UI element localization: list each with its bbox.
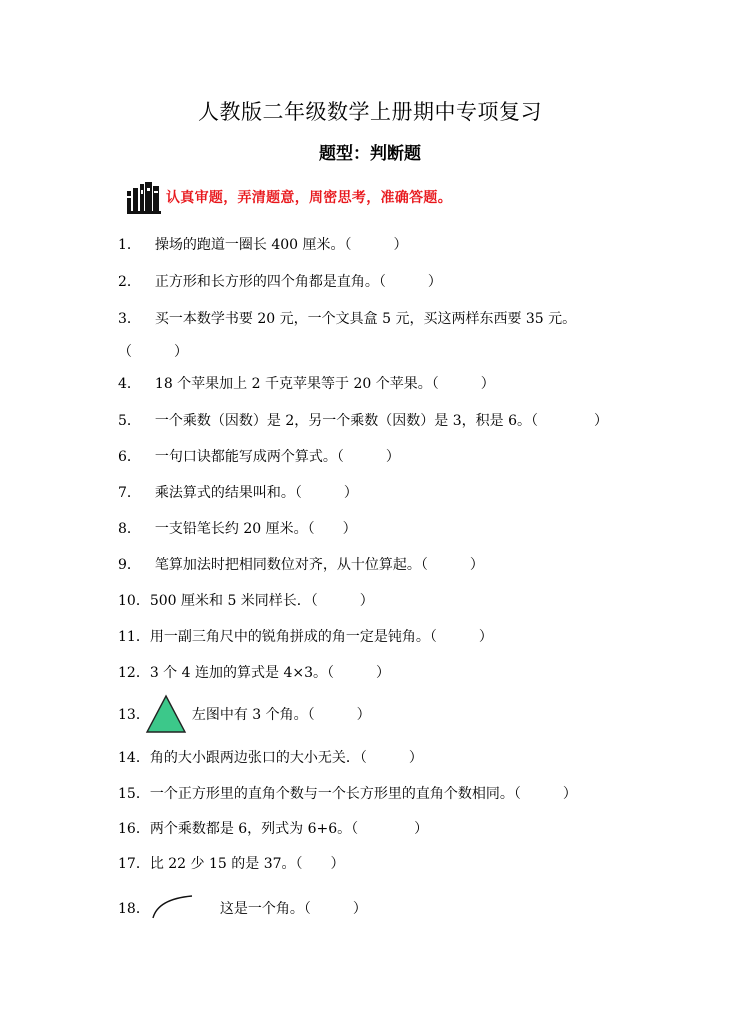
tip-banner [127, 180, 452, 214]
question-5 [118, 411, 608, 431]
question-text: 一个正方形里的直角个数与一个长方形里的直角个数相同。（ ） [149, 786, 577, 802]
question-9 [118, 555, 484, 575]
question-number: 18． [118, 901, 150, 917]
question-text: 500 厘米和 5 米同样长．（ ） [149, 593, 374, 609]
question-number: 2． [118, 274, 141, 290]
question-number: 14． [118, 750, 150, 766]
question-number: 6． [118, 449, 141, 465]
question-2 [118, 272, 442, 292]
question-text: 左图中有 3 个角。（ ） [191, 707, 371, 723]
page-subtitle: 题型：判断题 [319, 144, 421, 164]
question-text: 用一副三角尺中的锐角拼成的角一定是钝角。（ ） [149, 629, 493, 645]
question-text: 3 个 4 连加的算式是 4×3。（ ） [149, 665, 390, 681]
question-text: 乘法算式的结果叫和。（ ） [154, 485, 358, 501]
question-11 [118, 627, 493, 647]
question-8 [118, 519, 357, 539]
question-10 [118, 591, 374, 611]
triangle-figure [145, 694, 187, 734]
question-number: 9． [118, 557, 141, 573]
question-6 [118, 447, 400, 467]
question-text: 买一本数学书要 20 元，一个文具盒 5 元，买这两样东西要 35 元。 [154, 311, 577, 327]
question-text: 两个乘数都是 6，列式为 6+6。（ ） [149, 821, 429, 837]
books-icon [127, 180, 161, 214]
question-4 [118, 374, 495, 394]
question-14 [118, 748, 423, 768]
question-16 [118, 819, 428, 839]
question-number: 16． [118, 821, 150, 837]
question-12 [118, 663, 390, 683]
question-text: 一句口诀都能写成两个算式。（ ） [154, 449, 400, 465]
question-number: 10． [118, 593, 150, 609]
curved-angle-figure [150, 893, 196, 919]
question-text: 操场的跑道一圈长 400 厘米。（ ） [154, 237, 408, 253]
question-3 [118, 309, 576, 329]
question-text: 笔算加法时把相同数位对齐，从十位算起。（ ） [154, 557, 484, 573]
question-number: 4． [118, 376, 141, 392]
question-number: 3． [118, 311, 141, 327]
tip-text: 认真审题，弄清题意，周密思考，准确答题。 [166, 190, 452, 206]
question-number: 13． [118, 707, 150, 723]
question-text: 角的大小跟两边张口的大小无关．（ ） [149, 750, 423, 766]
question-number: 12． [118, 665, 150, 681]
question-15 [118, 784, 577, 804]
question-number: 17． [118, 856, 150, 872]
question-3-continuation: （ ） [118, 344, 188, 360]
question-17 [118, 854, 345, 874]
question-number: 11． [118, 629, 150, 645]
question-number: 1． [118, 237, 141, 253]
page-title: 人教版二年级数学上册期中专项复习 [198, 100, 542, 124]
question-text: 一个乘数（因数）是 2，另一个乘数（因数）是 3，积是 6。（ ） [154, 413, 608, 429]
question-text: 18 个苹果加上 2 千克苹果等于 20 个苹果。（ ） [154, 376, 495, 392]
question-number: 8． [118, 521, 141, 537]
question-text: 这是一个角。（ ） [219, 901, 367, 917]
question-number: 15． [118, 786, 150, 802]
question-number: 7． [118, 485, 141, 501]
question-number: 5． [118, 413, 141, 429]
question-1 [118, 235, 408, 255]
question-text: 比 22 少 15 的是 37。（ ） [149, 856, 345, 872]
question-7 [118, 483, 358, 503]
question-text: 正方形和长方形的四个角都是直角。（ ） [154, 274, 442, 290]
question-text: 一支铅笔长约 20 厘米。（ ） [154, 521, 357, 537]
